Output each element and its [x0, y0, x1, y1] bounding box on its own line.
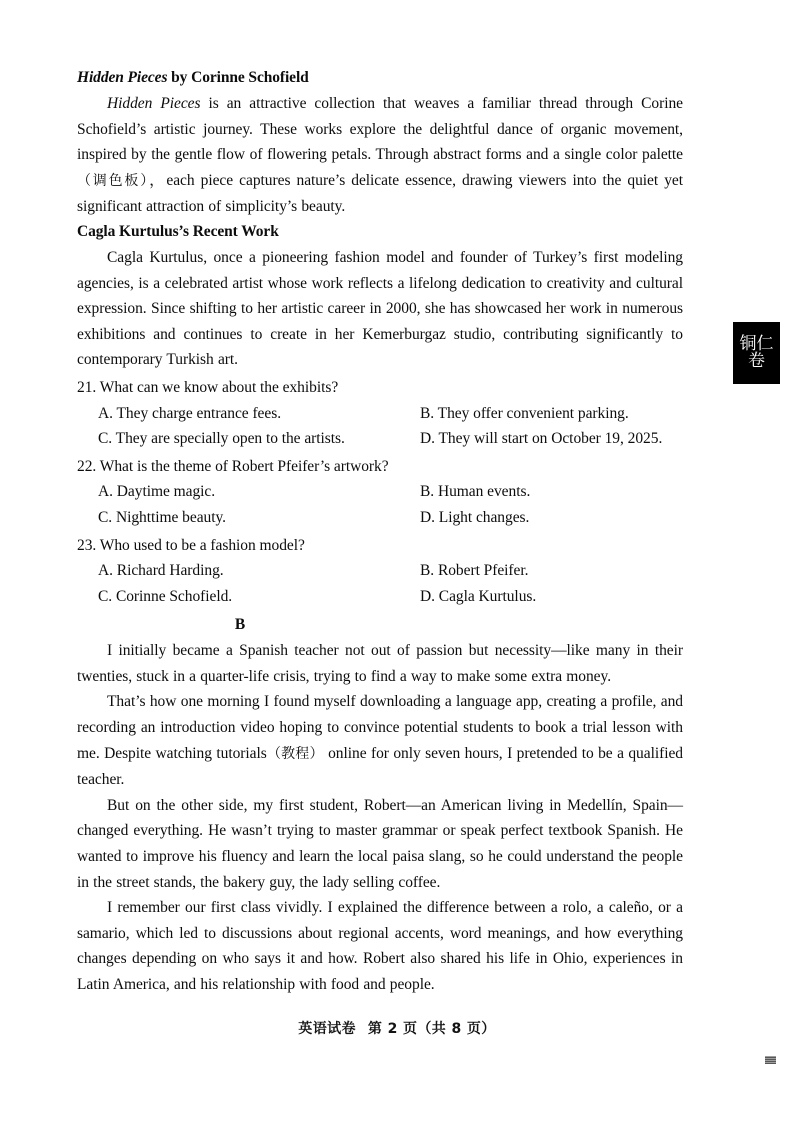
side-tab-line-2: 卷	[748, 351, 765, 371]
question-22-option-c[interactable]: C. Nighttime beauty.	[98, 508, 227, 526]
question-23-option-c[interactable]: C. Corinne Schofield.	[98, 587, 233, 605]
entry-heading-title-italic: Hidden Pieces	[77, 69, 168, 86]
section-letter-b: B	[234, 616, 246, 634]
question-23-stem: 23. Who used to be a fashion model?	[77, 536, 305, 554]
question-23	[77, 533, 683, 610]
entry-heading-byline: by Corinne Schofield	[167, 69, 309, 86]
question-21-stem: 21. What can we know about the exhibits?	[77, 378, 339, 396]
side-tab-line-1: 铜仁	[739, 333, 774, 354]
question-21	[77, 375, 683, 452]
side-tab-region-label	[733, 322, 780, 384]
scan-artifact-mark	[765, 1056, 776, 1064]
question-22-options-row-2	[77, 505, 683, 531]
reading-b-paragraph-2	[77, 689, 683, 792]
reading-b-paragraph-2-part1: That’s how one morning I found myself downloading a language app, creating a profile, and recording an introduction video hoping to convince potential students to book a trial lesson with me. Despite watching tutorials	[77, 693, 683, 762]
question-21-option-d[interactable]: D. They will start on October 19, 2025.	[420, 430, 663, 448]
entry-heading-cagla-kurtulus: Cagla Kurtulus’s Recent Work	[77, 222, 279, 240]
entry-heading-hidden-pieces	[77, 66, 683, 90]
page-footer	[0, 1018, 794, 1038]
question-21-option-b[interactable]: B. They offer convenient parking.	[420, 404, 629, 422]
entry-body-cagla-kurtulus: Cagla Kurtulus, once a pioneering fashion model and founder of Turkey’s first modeling agencies, is a celebrated artist whose work reflects a lifelong dedication to creativity and cultural expression. Since shifting to her artistic career in 2000, she has showcased her work in numerous exhibitions and continues to create in her Kemerburgaz studio, contributing significantly to contemporary Turkish art.	[77, 248, 683, 369]
question-21-option-c[interactable]: C. They are specially open to the artists.	[98, 430, 345, 448]
question-22-option-d[interactable]: D. Light changes.	[420, 508, 530, 526]
question-22-stem: 22. What is the theme of Robert Pfeifer’s artwork?	[77, 457, 389, 475]
question-23-options-row-2	[77, 584, 683, 610]
question-21-option-a[interactable]: A. They charge entrance fees.	[98, 404, 282, 422]
entry-body-part2: ，each piece captures nature’s delicate essence, drawing viewers into the quiet yet significant attraction of simplicity’s beauty.	[77, 171, 683, 216]
entry-body-hidden-pieces	[77, 91, 683, 220]
question-23-option-a[interactable]: A. Richard Harding.	[98, 562, 224, 580]
question-22-option-b[interactable]: B. Human events.	[420, 483, 531, 501]
page-content	[77, 66, 683, 998]
question-22-options-row-1	[77, 479, 683, 505]
question-23-option-b[interactable]: B. Robert Pfeifer.	[420, 562, 529, 580]
question-23-option-d[interactable]: D. Cagla Kurtulus.	[420, 587, 537, 605]
reading-b-paragraph-3: But on the other side, my first student, Robert—an American living in Medellín, Spain—changed everything. He wasn’t trying to master grammar or speak perfect textbook Spanish. He wanted to improve his fluency and learn the local paisa slang, so he could understand the people in the street stands, the bakery guy, the lady selling coffee.	[77, 796, 683, 891]
question-21-options-row-2	[77, 426, 683, 452]
reading-b-paragraph-4: I remember our first class vividly. I explained the difference between a rolo, a caleño, or a samario, which led to discussions about regional accents, word meanings, and how everything changes depending on who says it and how. Robert also shared his life in Ohio, experiences in Latin America, and his relationship with food and people.	[77, 899, 683, 993]
question-22	[77, 454, 683, 531]
question-22-option-a[interactable]: A. Daytime magic.	[98, 483, 216, 501]
reading-b-paragraph-2-part2: online for only seven hours, I pretended to be a qualified teacher.	[77, 744, 683, 789]
question-21-options-row-1	[77, 401, 683, 427]
reading-b-paragraph-1: I initially became a Spanish teacher not out of passion but necessity—like many in their twenties, stuck in a quarter-life crisis, trying to find a way to make some extra money.	[77, 642, 683, 685]
question-23-options-row-1	[77, 558, 683, 584]
entry-body-gloss: （调色板）	[77, 172, 150, 189]
reading-b-paragraph-2-gloss: （教程）	[266, 745, 324, 762]
entry-body-part1: is an attractive collection that weaves a familiar thread through Corine Schofield’s artistic journey. These works explore the delightful dance of organic movement, inspired by the gentle flow of flowering petals. Through abstract forms and a single color palette	[77, 95, 684, 164]
footer-subject: 英语试卷	[298, 1021, 356, 1037]
entry-body-lead-italic: Hidden Pieces	[107, 95, 201, 112]
footer-page-number: 第 2 页（共 8 页）	[367, 1021, 496, 1037]
